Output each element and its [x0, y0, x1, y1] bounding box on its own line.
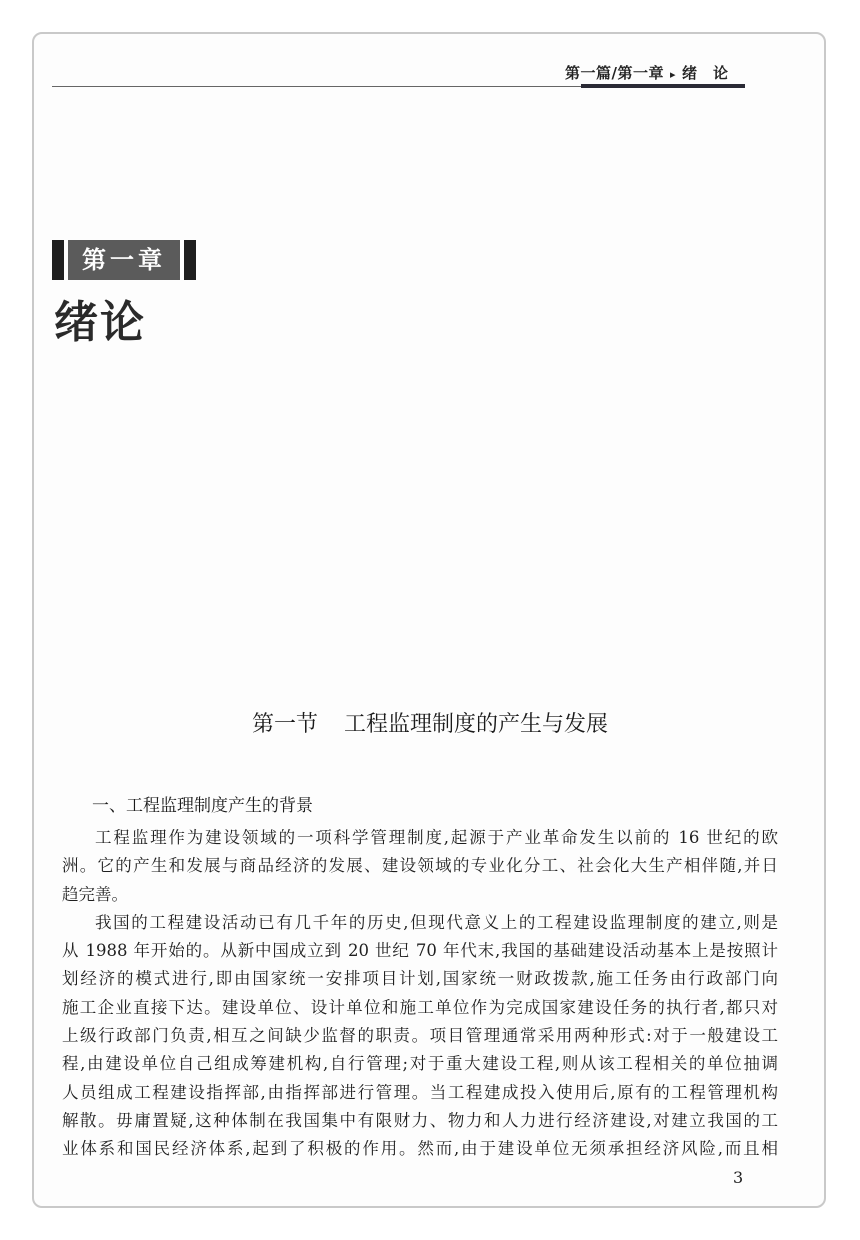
subheading: 一、工程监理制度产生的背景: [92, 796, 313, 816]
badge-bar-right: [184, 240, 196, 280]
running-header: [565, 62, 744, 83]
header-rule-accent: [581, 84, 745, 88]
chapter-badge: [52, 240, 196, 280]
chapter-label: 第一章: [68, 240, 180, 280]
badge-bar-left: [52, 240, 64, 280]
body-line: 划经济的模式进行,即由国家统一安排项目计划,国家统一财政拨款,施工任务由行政部门向: [62, 969, 778, 989]
body-line: 上级行政部门负责,相互之间缺少监督的职责。项目管理通常采用两种形式:对于一般建设工: [62, 1026, 778, 1046]
body-line: 解散。毋庸置疑,这种体制在我国集中有限财力、物力和人力进行经济建设,对建立我国的工: [62, 1110, 778, 1130]
body-line: 工程监理作为建设领域的一项科学管理制度,起源于产业革命发生以前的 16 世纪的欧: [95, 828, 778, 847]
body-line: 程,由建设单位自己组成筹建机构,自行管理;对于重大建设工程,则从该工程相关的单位抽调: [62, 1054, 778, 1074]
body-line: 施工企业直接下达。建设单位、设计单位和施工单位作为完成国家建设任务的执行者,都只对: [62, 997, 778, 1017]
body-line: 洲。它的产生和发展与商品经济的发展、建设领域的专业化分工、社会化大生产相伴随,并日: [62, 856, 778, 876]
body-line: 我国的工程建设活动已有几千年的历史,但现代意义上的工程建设监理制度的建立,则是: [95, 912, 778, 932]
section-number: 第一节: [251, 712, 318, 737]
page-number: 3: [733, 1168, 744, 1187]
body-line: 业体系和国民经济体系,起到了积极的作用。然而,由于建设单位无须承担经济风险,而且相: [62, 1139, 778, 1159]
body-line: 趋完善。: [62, 884, 128, 904]
section-title: [0, 707, 860, 738]
triangle-icon: ▸: [669, 68, 676, 81]
body-line: 人员组成工程建设指挥部,由指挥部进行管理。当工程建成投入使用后,原有的工程管理机构: [62, 1082, 778, 1102]
running-header-title: 绪论: [681, 64, 744, 82]
chapter-title: 绪论: [54, 297, 146, 348]
body-text: [62, 824, 778, 1164]
running-header-part: 第一篇/第一章: [564, 64, 664, 82]
body-line: 从 1988 年开始的。从新中国成立到 20 世纪 70 年代末,我国的基础建设活动基本上是按照计: [62, 941, 778, 961]
section-name: 工程监理制度的产生与发展: [344, 712, 609, 737]
